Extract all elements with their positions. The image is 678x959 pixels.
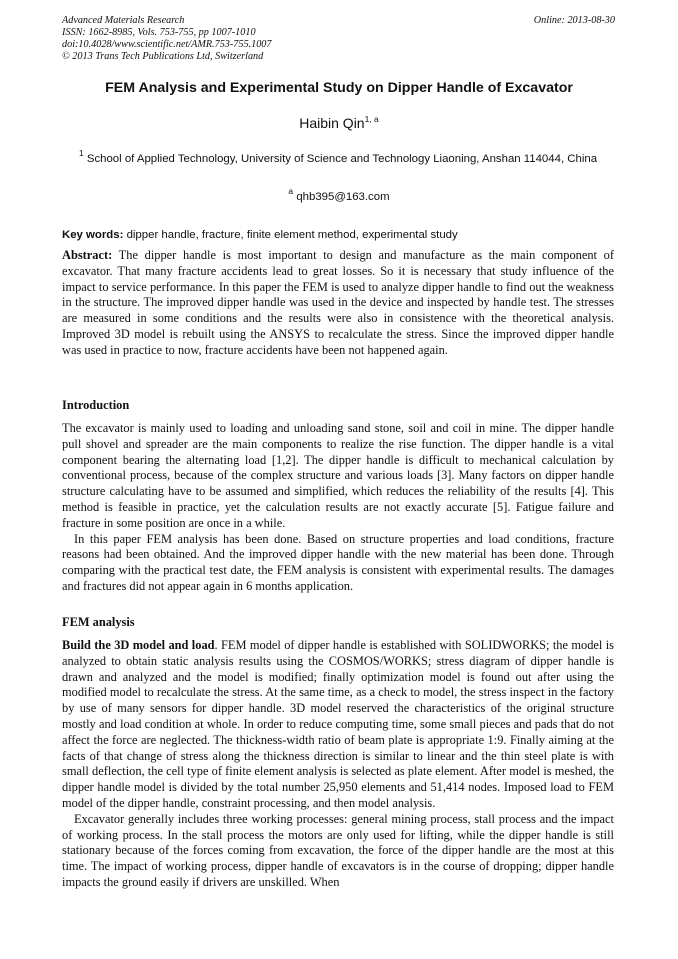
introduction-paragraph-2: In this paper FEM analysis has been done. Based on structure properties and load conditions, fracture reasons had been obtained. And the improved dipper handle with the new material has been done. Through comparing with the practical test date, the FEM analysis is consistent with experimental results. The damages and fractures did not appear again in 6 months application. <box>62 531 614 593</box>
fem-analysis-body <box>62 638 614 891</box>
issn-line: ISSN: 1662-8985, Vols. 753-755, pp 1007-1010 <box>62 27 256 38</box>
doi-line: doi:10.4028/www.scientific.net/AMR.753-755.1007 <box>62 39 272 50</box>
affiliation-text: School of Applied Technology, University of Science and Technology Liaoning, Anshan 114044, China <box>86 153 598 165</box>
journal-header <box>62 15 271 63</box>
email-line <box>0 186 678 203</box>
abstract-text: The dipper handle is most important to design and manufacture as the main component of excavator. That many fracture accidents lead to great losses. So it is necessary that study influence of the impact to service performance. In this paper the FEM is used to analyze dipper handle to find out the weakness in the structure. The improved dipper handle was used in the device and inspected by handle test. The stresses are measured in some conditions and the results were also in consistence with the theoretical analysis. Improved 3D model is rebuilt using the ANSYS to recalculate the stress. Since the improved dipper handle was used in practice to now, fracture accidents have been not happened again. <box>62 248 614 357</box>
abstract <box>62 248 614 359</box>
keywords-text: dipper handle, fracture, finite element method, experimental study <box>123 229 458 241</box>
fem-analysis-heading: FEM analysis <box>62 615 135 629</box>
email-address: qhb395@163.com <box>296 191 390 203</box>
fem-paragraph-1: . FEM model of dipper handle is established with SOLIDWORKS; the model is analyzed to obtain static analysis results using the COSMOS/WORKS; stress diagram of dipper handle is drawn and analyzed and the model is modified; finally optimization model is found out after using the modified model to recalculate the stress. At the same time, as a check to model, the stress inspect in the factory by use of many sensors for dipper handle. 3D model reserved the characteristics of the original structure mostly and load condition at whole. In order to reduce computing time, some small pieces and pads that do not affect the force are neglected. The thickness-width ratio of beam plate is appropriate 1:9. Finally aiming at the facts of that change of stress along the thickness direction is similar to linear and the thin steel plate is with small deflection, the cell type of finite element analysis is selected as plate element. After model is meshed, the dipper handle model is divided by the total number 25,950 elements and 51,414 nodes. Imposed load to FEM model of the dipper handle, constraint processing, and then model analysis. <box>62 638 614 810</box>
paper-title: FEM Analysis and Experimental Study on Dipper Handle of Excavator <box>105 80 573 96</box>
affiliation-superscript: 1 <box>78 148 84 158</box>
fem-paragraph-2: Excavator generally includes three working processes: general mining process, stall process and the impact of working process. In the stall process the motors are only used for lifting, while the dipper handle is still stationary because of the forces coming from excavation, the force of the dipper handle are the most at this time. The impact of working process, dipper handle of excavators is in the course of dropping; dipper handle impacts the ground easily if drivers are unskilled. When <box>62 811 614 889</box>
build-model-label: Build the 3D model and load <box>62 638 215 652</box>
introduction-paragraph-1: The excavator is mainly used to loading and unloading sand stone, soil and coil in mine. The dipper handle pull shovel and spreader are the main components to realize the rise function. The dipper handle is a vital component bearing the alternating load [1,2]. The dipper handle is difficult to mechanical calculation by conventional process, because of the complex structure and various loads [3]. Many factors on dipper handle structure calculating have to be assumed and simplified, which reduces the reliability of the results [4]. This method is feasible in practice, yet the calculation results are not exactly accurate [5]. Fatigue failure and fracture in some position are once in a while. <box>62 421 614 530</box>
keywords-label: Key words: <box>62 229 124 241</box>
author-name: Haibin Qin <box>299 115 365 131</box>
copyright-line: © 2013 Trans Tech Publications Ltd, Switzerland <box>62 51 264 62</box>
journal-name: Advanced Materials Research <box>62 15 185 26</box>
keywords <box>62 229 458 241</box>
introduction-heading: Introduction <box>62 398 130 412</box>
author-line <box>0 115 678 131</box>
introduction-body <box>62 421 614 595</box>
abstract-label: Abstract: <box>62 248 113 262</box>
email-superscript: a <box>288 186 294 196</box>
author-superscript: 1, a <box>364 114 379 124</box>
affiliation <box>62 148 614 168</box>
online-date: Online: 2013-08-30 <box>533 15 615 26</box>
